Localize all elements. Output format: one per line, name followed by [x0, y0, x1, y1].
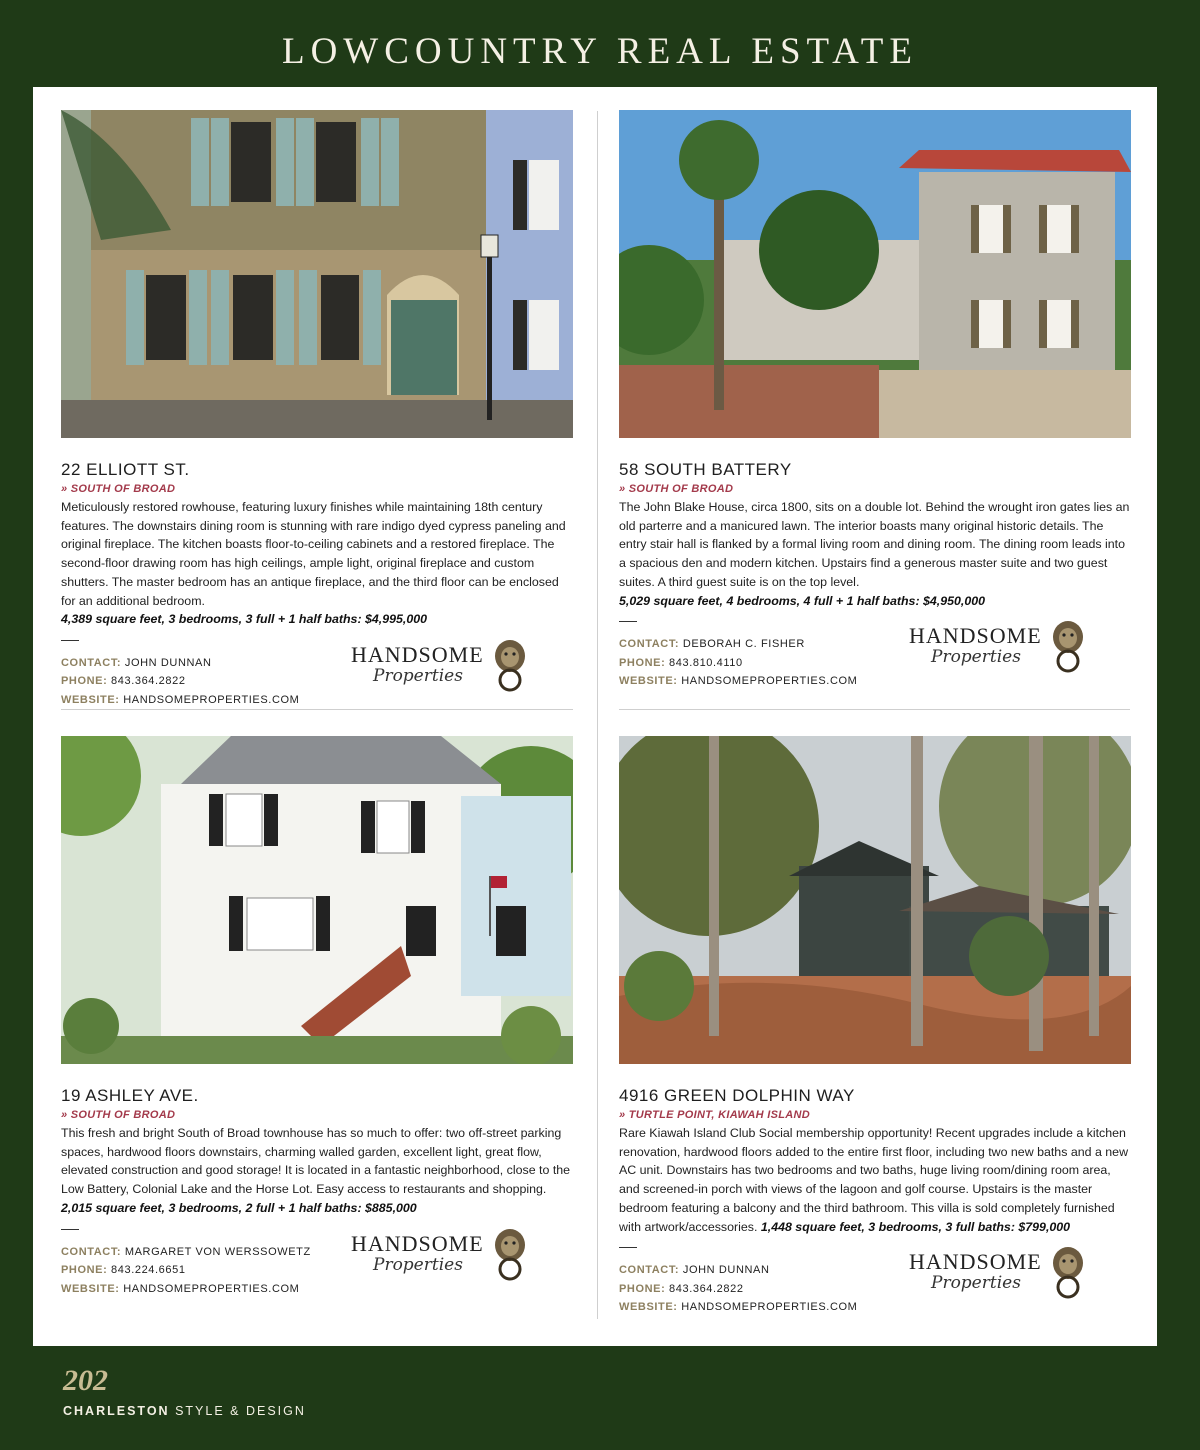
listing-description: Meticulously restored rowhouse, featuring luxury finishes while maintaining 18th century features. The downstairs dining room is stunning with rare indigo dyed cypress paneling and original fireplace. The kitchen boasts floor-to-ceiling cabinets and a restored fireplace. The second-floor drawing room has high ceilings, ample light, original fireplace and custom shutters. The master bedroom has an antique fireplace, and the third floor can be enclosed for an additional bedroom. — [61, 500, 566, 608]
column-divider — [597, 111, 598, 1319]
phone-label: PHONE: — [61, 675, 108, 688]
handsome-properties-logo — [351, 638, 531, 698]
publication-name-bold: CHARLESTON — [63, 1404, 170, 1418]
listings-panel — [33, 87, 1157, 1346]
property-photo — [619, 736, 1131, 1064]
listing-description-text: Rare Kiawah Island Club Social membership opportunity! Recent upgrades include a kitchen renovation, hardwood floors added to the entire first floor, including two new baths and a new AC unit. Downstairs has two bedrooms and two baths, huge living room/dining room area, and screened-in porch with views of the lagoon and golf course. Upstairs is the master bedroom featuring a balcony and the third bathroom. This villa is sold completely furnished with artwork/accessories. — [619, 1126, 1129, 1234]
handsome-properties-logo — [909, 619, 1089, 679]
contact-label: CONTACT: — [619, 1264, 680, 1277]
handsome-properties-logo — [351, 1227, 531, 1287]
logo-script: Properties — [373, 1254, 463, 1275]
lion-knocker-icon — [1051, 619, 1085, 673]
lion-knocker-icon — [493, 638, 527, 692]
page-number: 202 — [63, 1364, 108, 1397]
logo-wordmark: HANDSOME — [909, 1249, 1042, 1275]
short-rule — [61, 1229, 79, 1230]
listing-address: 22 ELLIOTT ST. — [61, 460, 190, 479]
property-photo — [61, 736, 573, 1064]
short-rule — [61, 640, 79, 641]
listing-card[interactable] — [61, 110, 573, 709]
website-link[interactable]: HANDSOMEPROPERTIES.COM — [681, 675, 858, 688]
website-link[interactable]: HANDSOMEPROPERTIES.COM — [681, 1301, 858, 1314]
phone-label: PHONE: — [61, 1264, 108, 1277]
website-label: WEBSITE: — [619, 675, 678, 688]
lion-knocker-icon — [493, 1227, 527, 1281]
listing-area: » SOUTH OF BROAD — [619, 483, 734, 495]
contact-name: MARGARET VON WERSSOWETZ — [124, 1245, 311, 1258]
handsome-properties-logo — [909, 1245, 1089, 1305]
contact-name: JOHN DUNNAN — [124, 656, 212, 669]
website-label: WEBSITE: — [61, 1282, 120, 1295]
listing-address: 58 SOUTH BATTERY — [619, 460, 792, 479]
short-rule — [619, 1247, 637, 1248]
contact-block — [619, 1249, 1131, 1317]
contact-name: JOHN DUNNAN — [682, 1264, 770, 1277]
lion-knocker-icon — [1051, 1245, 1085, 1299]
listing-card[interactable] — [619, 736, 1131, 1317]
phone-number[interactable]: 843.224.6651 — [111, 1264, 186, 1277]
website-label: WEBSITE: — [619, 1301, 678, 1314]
contact-block — [619, 623, 1131, 691]
row-divider-right — [619, 709, 1130, 710]
contact-name: DEBORAH C. FISHER — [682, 638, 805, 651]
logo-wordmark: HANDSOME — [351, 1230, 484, 1256]
listing-address: 19 ASHLEY AVE. — [61, 1086, 199, 1105]
phone-number[interactable]: 843.810.4110 — [669, 656, 743, 669]
contact-label: CONTACT: — [619, 638, 680, 651]
property-photo — [619, 110, 1131, 438]
listing-stats: 5,029 square feet, 4 bedrooms, 4 full + 1 half baths: $4,950,000 — [619, 593, 986, 608]
logo-script: Properties — [373, 665, 463, 686]
logo-wordmark: HANDSOME — [909, 623, 1042, 649]
listing-stats: 2,015 square feet, 3 bedrooms, 2 full + 1 half baths: $885,000 — [61, 1200, 417, 1215]
listing-description: The John Blake House, circa 1800, sits on a double lot. Behind the wrought iron gates lies an old parterre and a manicured lawn. The interior boasts many original historic details. The entry stair hall is flanked by a formal living room and dining room. The dining room leads into a spacious den and modern kitchen. Upstairs find a generous master suite and two guest suites. A third guest suite is on the top level. — [619, 500, 1130, 589]
contact-label: CONTACT: — [61, 656, 122, 669]
website-label: WEBSITE: — [61, 693, 120, 706]
listing-description — [619, 1124, 1131, 1236]
logo-wordmark: HANDSOME — [351, 641, 484, 667]
listing-description: This fresh and bright South of Broad townhouse has so much to offer: two off-street parking spaces, hardwood floors downstairs, charming walled garden, excellent light, great flow, elevated construction and good storage! It is located in a fantastic neighborhood, close to the Low Battery, Colonial Lake and the Horse Lot. Easy access to restaurants and shopping. — [61, 1126, 571, 1197]
listing-address: 4916 GREEN DOLPHIN WAY — [619, 1086, 855, 1105]
listing-area: » SOUTH OF BROAD — [61, 483, 176, 495]
phone-number[interactable]: 843.364.2822 — [669, 1282, 744, 1295]
publication-name — [63, 1404, 306, 1418]
property-photo — [61, 110, 573, 438]
listing-area: » TURTLE POINT, KIAWAH ISLAND — [619, 1109, 811, 1121]
logo-script: Properties — [931, 1273, 1021, 1294]
contact-block — [61, 1230, 573, 1299]
listing-area: » SOUTH OF BROAD — [61, 1109, 176, 1121]
contact-label: CONTACT: — [61, 1245, 122, 1258]
publication-name-rest: STYLE & DESIGN — [169, 1404, 306, 1418]
phone-label: PHONE: — [619, 1282, 666, 1295]
listing-card[interactable] — [619, 110, 1131, 691]
listing-stats: 1,448 square feet, 3 bedrooms, 3 full baths: $799,000 — [760, 1219, 1071, 1234]
listing-stats: 4,389 square feet, 3 bedrooms, 3 full + 1 half baths: $4,995,000 — [61, 612, 428, 627]
phone-label: PHONE: — [619, 656, 666, 669]
logo-script: Properties — [931, 647, 1021, 668]
listing-card[interactable] — [61, 736, 573, 1298]
phone-number[interactable]: 843.364.2822 — [111, 675, 186, 688]
website-link[interactable]: HANDSOMEPROPERTIES.COM — [123, 693, 300, 706]
page-title: LOWCOUNTRY REAL ESTATE — [281, 31, 919, 72]
short-rule — [619, 621, 637, 622]
website-link[interactable]: HANDSOMEPROPERTIES.COM — [123, 1282, 300, 1295]
contact-block — [61, 641, 573, 710]
